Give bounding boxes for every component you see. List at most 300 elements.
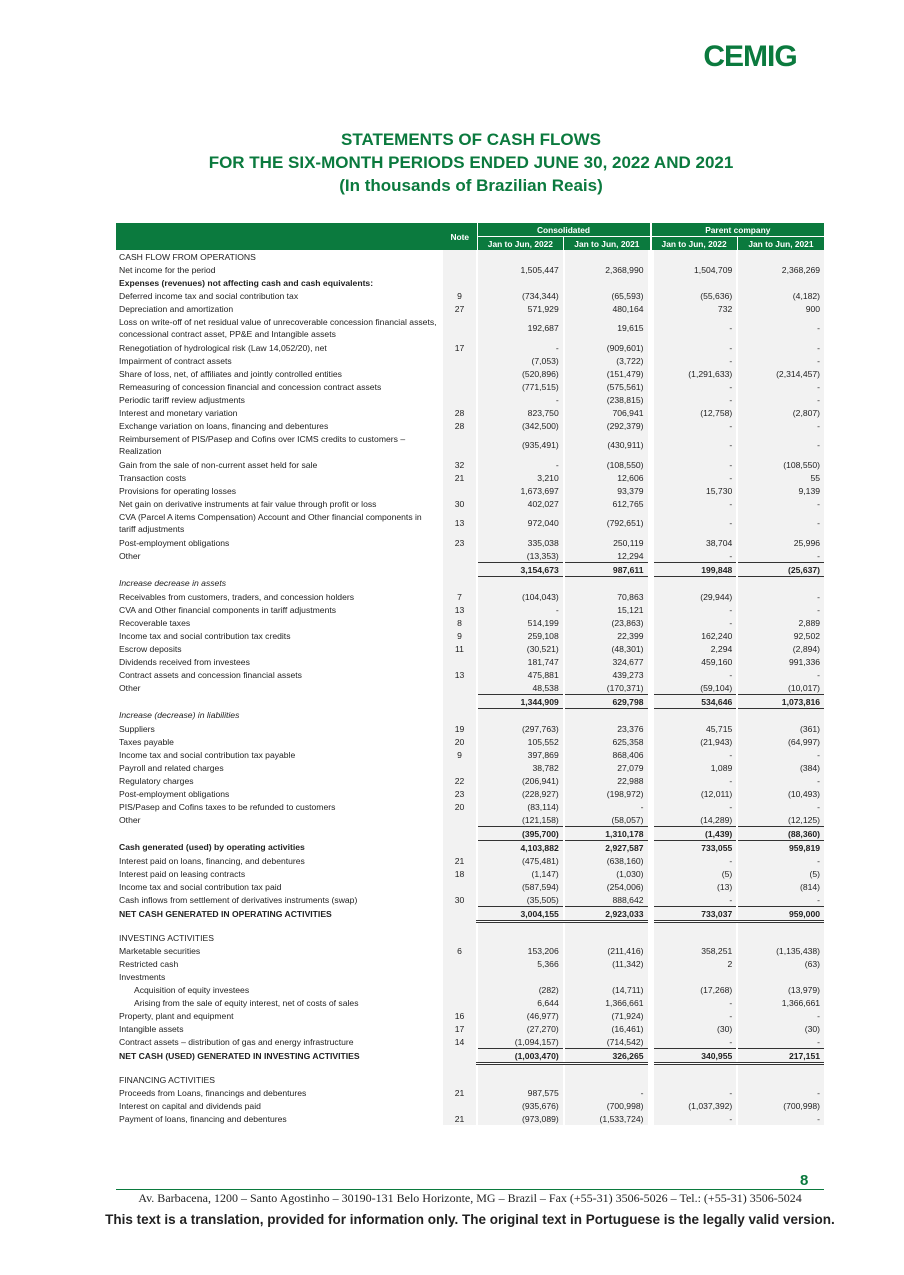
- row-note: 17: [443, 1022, 477, 1035]
- row-value: 12,294: [564, 549, 651, 563]
- table-row: [116, 787, 824, 800]
- table-row: [116, 893, 824, 907]
- row-note: 23: [443, 536, 477, 549]
- table-row: [116, 629, 824, 642]
- row-value: -: [737, 893, 824, 907]
- parent-company-header: Parent company: [651, 223, 825, 237]
- row-label: Remeasuring of concession financial and concession contract assets: [119, 381, 382, 392]
- row-note: 21: [443, 471, 477, 484]
- table-row: [116, 1049, 824, 1064]
- row-value: 22,399: [564, 629, 651, 642]
- row-value: 340,955: [651, 1049, 738, 1064]
- table-row: [116, 944, 824, 957]
- row-value: (700,998): [564, 1099, 651, 1112]
- row-value: (5): [651, 867, 738, 880]
- row-value: [564, 577, 651, 591]
- row-label: Increase (decrease) in liabilities: [119, 710, 240, 721]
- table-row: [116, 367, 824, 380]
- label-header: [116, 223, 443, 250]
- row-value: (587,594): [477, 880, 564, 893]
- row-value: 959,819: [737, 841, 824, 855]
- row-value: 475,881: [477, 668, 564, 681]
- row-value: (973,089): [477, 1112, 564, 1125]
- row-value: -: [651, 419, 738, 432]
- row-value: (64,997): [737, 735, 824, 748]
- row-value: 38,782: [477, 761, 564, 774]
- row-value: (638,160): [564, 854, 651, 867]
- row-value: (2,807): [737, 406, 824, 419]
- row-note: 30: [443, 497, 477, 510]
- row-label: Arising from the sale of equity interest, net of costs of sales: [134, 997, 359, 1008]
- row-note: 14: [443, 1035, 477, 1049]
- row-value: (13): [651, 880, 738, 893]
- row-label: Renegotiation of hydrological risk (Law 14,052/20), net: [119, 342, 327, 353]
- row-value: (198,972): [564, 787, 651, 800]
- period-header: Jan to Jun, 2021: [564, 237, 651, 251]
- row-value: [564, 970, 651, 983]
- row-value: -: [477, 393, 564, 406]
- row-label: Transaction costs: [119, 472, 187, 483]
- row-value: -: [651, 315, 738, 341]
- row-value: -: [651, 510, 738, 536]
- row-note: 20: [443, 735, 477, 748]
- row-value: 1,366,661: [737, 996, 824, 1009]
- row-value: [564, 922, 651, 932]
- row-note: [443, 367, 477, 380]
- row-value: [651, 1073, 738, 1086]
- row-note: [443, 484, 477, 497]
- row-value: [737, 1064, 824, 1074]
- row-value: 991,336: [737, 655, 824, 668]
- row-value: [477, 931, 564, 944]
- row-value: 5,366: [477, 957, 564, 970]
- title-line-1: STATEMENTS OF CASH FLOWS: [340, 130, 602, 149]
- row-label: Other: [119, 814, 141, 825]
- row-value: (58,057): [564, 813, 651, 827]
- row-label: Other: [119, 550, 141, 561]
- row-value: (12,758): [651, 406, 738, 419]
- row-note: 9: [443, 748, 477, 761]
- row-value: 2,294: [651, 642, 738, 655]
- row-value: (935,491): [477, 432, 564, 458]
- row-value: -: [651, 380, 738, 393]
- row-value: (7,053): [477, 354, 564, 367]
- row-note: [443, 681, 477, 695]
- row-label: Interest and monetary variation: [119, 407, 238, 418]
- table-row: [116, 970, 824, 983]
- row-value: 199,848: [651, 563, 738, 577]
- row-value: -: [737, 549, 824, 563]
- row-value: (71,924): [564, 1009, 651, 1022]
- title-line-2: FOR THE SIX-MONTH PERIODS ENDED JUNE 30, 2022 AND 2021: [208, 153, 734, 172]
- row-value: (282): [477, 983, 564, 996]
- row-value: (17,268): [651, 983, 738, 996]
- row-label: Income tax and social contribution tax paid: [119, 881, 282, 892]
- row-value: (2,314,457): [737, 367, 824, 380]
- row-label: Acquisition of equity investees: [134, 984, 250, 995]
- table-row: [116, 354, 824, 367]
- footer-divider: [116, 1189, 824, 1190]
- row-label: Loss on write-off of net residual value of unrecoverable concession financial assets, concessional contract asset, PP&E and Intangible assets: [119, 317, 437, 339]
- row-note: [443, 841, 477, 855]
- row-value: 2: [651, 957, 738, 970]
- table-row: [116, 1099, 824, 1112]
- row-note: [443, 563, 477, 577]
- row-value: -: [477, 341, 564, 354]
- row-value: 6,644: [477, 996, 564, 1009]
- row-value: [651, 250, 738, 263]
- row-value: (1,003,470): [477, 1049, 564, 1064]
- row-value: [651, 276, 738, 289]
- row-value: -: [737, 1112, 824, 1125]
- row-note: [443, 931, 477, 944]
- row-value: 823,750: [477, 406, 564, 419]
- row-note: [443, 827, 477, 841]
- row-value: 15,121: [564, 603, 651, 616]
- table-row: [116, 471, 824, 484]
- row-note: 13: [443, 603, 477, 616]
- row-value: -: [737, 432, 824, 458]
- row-note: [443, 655, 477, 668]
- table-row: [116, 1064, 824, 1074]
- period-header: Jan to Jun, 2022: [477, 237, 564, 251]
- row-note: 20: [443, 800, 477, 813]
- row-note: [443, 813, 477, 827]
- row-value: -: [737, 800, 824, 813]
- row-value: 1,073,816: [737, 695, 824, 709]
- row-label: [116, 922, 443, 932]
- row-label: Post-employment obligations: [119, 537, 230, 548]
- row-value: -: [651, 341, 738, 354]
- row-value: (575,561): [564, 380, 651, 393]
- row-label: Share of loss, net, of affiliates and jointly controlled entities: [119, 368, 342, 379]
- row-label: Receivables from customers, traders, and concession holders: [119, 591, 355, 602]
- row-label: Taxes payable: [119, 736, 174, 747]
- row-value: 22,988: [564, 774, 651, 787]
- row-value: -: [651, 471, 738, 484]
- table-row: [116, 315, 824, 341]
- row-value: (27,270): [477, 1022, 564, 1035]
- row-value: -: [737, 354, 824, 367]
- table-row: [116, 616, 824, 629]
- table-row: [116, 406, 824, 419]
- row-value: 1,089: [651, 761, 738, 774]
- row-label: Post-employment obligations: [119, 788, 230, 799]
- row-note: [443, 380, 477, 393]
- row-value: 987,575: [477, 1086, 564, 1099]
- row-label: Expenses (revenues) not affecting cash and cash equivalents:: [119, 277, 374, 288]
- row-value: [564, 931, 651, 944]
- row-value: -: [737, 854, 824, 867]
- table-row: [116, 497, 824, 510]
- row-value: (935,676): [477, 1099, 564, 1112]
- cash-flow-table: [116, 223, 824, 1125]
- table-row: [116, 536, 824, 549]
- row-value: -: [651, 458, 738, 471]
- row-value: -: [651, 668, 738, 681]
- row-value: 1,344,909: [477, 695, 564, 709]
- row-value: 19,615: [564, 315, 651, 341]
- row-note: [443, 983, 477, 996]
- row-value: 987,611: [564, 563, 651, 577]
- row-value: -: [737, 510, 824, 536]
- row-note: [443, 276, 477, 289]
- row-value: [737, 276, 824, 289]
- row-note: 28: [443, 419, 477, 432]
- row-value: [737, 970, 824, 983]
- row-label: Regulatory charges: [119, 775, 194, 786]
- row-label: INVESTING ACTIVITIES: [119, 932, 215, 943]
- row-value: (14,289): [651, 813, 738, 827]
- row-note: [443, 709, 477, 723]
- row-value: -: [737, 1009, 824, 1022]
- row-value: (13,353): [477, 549, 564, 563]
- row-value: (23,863): [564, 616, 651, 629]
- page-number: 8: [800, 1172, 809, 1189]
- table-row: [116, 867, 824, 880]
- row-value: (2,894): [737, 642, 824, 655]
- table-row: [116, 827, 824, 841]
- row-label: PIS/Pasep and Cofins taxes to be refunded to customers: [119, 801, 336, 812]
- row-value: 1,673,697: [477, 484, 564, 497]
- row-value: -: [737, 497, 824, 510]
- row-value: 571,929: [477, 302, 564, 315]
- row-value: 162,240: [651, 629, 738, 642]
- table-row: [116, 668, 824, 681]
- row-value: (29,944): [651, 590, 738, 603]
- row-value: (25,637): [737, 563, 824, 577]
- row-note: 21: [443, 1112, 477, 1125]
- row-value: (430,911): [564, 432, 651, 458]
- table-row: [116, 642, 824, 655]
- row-value: 2,923,033: [564, 907, 651, 922]
- row-value: (10,017): [737, 681, 824, 695]
- row-label: Provisions for operating losses: [119, 485, 237, 496]
- table-row: [116, 854, 824, 867]
- row-value: (151,479): [564, 367, 651, 380]
- row-value: 55: [737, 471, 824, 484]
- row-label: Restricted cash: [119, 958, 179, 969]
- row-value: [651, 922, 738, 932]
- row-note: [443, 957, 477, 970]
- cemig-logo: [688, 38, 812, 72]
- row-value: -: [737, 1035, 824, 1049]
- row-value: -: [651, 996, 738, 1009]
- row-value: 1,504,709: [651, 263, 738, 276]
- row-value: (714,542): [564, 1035, 651, 1049]
- table-row: [116, 250, 824, 263]
- row-note: [443, 1049, 477, 1064]
- row-label: Proceeds from Loans, financings and debentures: [119, 1087, 307, 1098]
- row-value: 12,606: [564, 471, 651, 484]
- row-note: [443, 1073, 477, 1086]
- row-label: Periodic tariff review adjustments: [119, 394, 245, 405]
- row-value: [737, 931, 824, 944]
- note-header: Note: [443, 223, 477, 250]
- row-label: CASH FLOW FROM OPERATIONS: [119, 251, 256, 262]
- table-row: [116, 590, 824, 603]
- row-note: 9: [443, 289, 477, 302]
- row-value: -: [737, 774, 824, 787]
- row-note: [443, 354, 477, 367]
- row-value: [651, 709, 738, 723]
- row-value: 23,376: [564, 722, 651, 735]
- table-row: [116, 922, 824, 932]
- row-value: [737, 577, 824, 591]
- row-value: (88,360): [737, 827, 824, 841]
- row-value: -: [651, 354, 738, 367]
- row-value: (30,521): [477, 642, 564, 655]
- row-value: 514,199: [477, 616, 564, 629]
- table-row: [116, 289, 824, 302]
- row-value: (342,500): [477, 419, 564, 432]
- row-value: 3,004,155: [477, 907, 564, 922]
- row-value: -: [651, 800, 738, 813]
- row-value: -: [651, 1035, 738, 1049]
- row-note: 8: [443, 616, 477, 629]
- row-note: [443, 432, 477, 458]
- row-value: (700,998): [737, 1099, 824, 1112]
- row-value: (211,416): [564, 944, 651, 957]
- row-note: [443, 695, 477, 709]
- row-value: 534,646: [651, 695, 738, 709]
- row-note: [443, 922, 477, 932]
- row-value: (170,371): [564, 681, 651, 695]
- table-row: [116, 957, 824, 970]
- row-value: 1,366,661: [564, 996, 651, 1009]
- row-value: -: [651, 748, 738, 761]
- row-label: Other: [119, 682, 141, 693]
- row-value: (297,763): [477, 722, 564, 735]
- row-value: (108,550): [737, 458, 824, 471]
- table-row: [116, 774, 824, 787]
- table-row: [116, 1035, 824, 1049]
- row-label: Recoverable taxes: [119, 617, 191, 628]
- row-note: [443, 1064, 477, 1074]
- row-value: 250,119: [564, 536, 651, 549]
- row-value: 402,027: [477, 497, 564, 510]
- row-note: 6: [443, 944, 477, 957]
- period-header: Jan to Jun, 2022: [651, 237, 738, 251]
- row-note: [443, 996, 477, 1009]
- row-value: [477, 970, 564, 983]
- table-row: [116, 484, 824, 497]
- row-label: Intangible assets: [119, 1023, 184, 1034]
- row-value: [477, 250, 564, 263]
- row-label: Exchange variation on loans, financing and debentures: [119, 420, 329, 431]
- row-value: 706,941: [564, 406, 651, 419]
- row-value: -: [651, 549, 738, 563]
- row-label: Investments: [119, 971, 166, 982]
- row-value: (108,550): [564, 458, 651, 471]
- row-value: -: [651, 1112, 738, 1125]
- row-value: [564, 1064, 651, 1074]
- row-label: Payment of loans, financing and debentures: [119, 1113, 287, 1124]
- table-row: [116, 263, 824, 276]
- row-value: 9,139: [737, 484, 824, 497]
- company-address: Av. Barbacena, 1200 – Santo Agostinho – 30190-131 Belo Horizonte, MG – Brazil – Fax (+55-31) 3506-5026 – Tel.: (+55-31) 3506-5024: [138, 1191, 802, 1205]
- row-label: Marketable securities: [119, 945, 201, 956]
- table-row: [116, 380, 824, 393]
- row-value: 93,379: [564, 484, 651, 497]
- row-label: Escrow deposits: [119, 643, 182, 654]
- row-value: (228,927): [477, 787, 564, 800]
- row-value: -: [737, 748, 824, 761]
- row-value: -: [737, 668, 824, 681]
- row-value: -: [737, 590, 824, 603]
- row-value: 38,704: [651, 536, 738, 549]
- table-row: [116, 813, 824, 827]
- row-value: 2,368,269: [737, 263, 824, 276]
- row-value: -: [651, 432, 738, 458]
- row-value: (1,147): [477, 867, 564, 880]
- row-value: (361): [737, 722, 824, 735]
- row-value: [564, 1073, 651, 1086]
- row-value: (238,815): [564, 393, 651, 406]
- row-label: Reimbursement of PIS/Pasep and Cofins over ICMS credits to customers – Realization: [119, 434, 406, 456]
- table-body: [116, 250, 824, 1125]
- table-row: [116, 841, 824, 855]
- table-row: [116, 1112, 824, 1125]
- row-label: NET CASH GENERATED IN OPERATING ACTIVITIES: [119, 909, 332, 919]
- row-label: Gain from the sale of non-current asset held for sale: [119, 459, 318, 470]
- row-value: (1,037,392): [651, 1099, 738, 1112]
- consolidated-header: Consolidated: [477, 223, 651, 237]
- row-label: Dividends received from investees: [119, 656, 250, 667]
- row-note: 19: [443, 722, 477, 735]
- table-row: [116, 761, 824, 774]
- row-value: 900: [737, 302, 824, 315]
- row-value: (59,104): [651, 681, 738, 695]
- row-value: (65,593): [564, 289, 651, 302]
- row-value: 27,079: [564, 761, 651, 774]
- statement-title: [116, 128, 826, 197]
- row-value: (46,977): [477, 1009, 564, 1022]
- row-note: 16: [443, 1009, 477, 1022]
- row-value: (520,896): [477, 367, 564, 380]
- row-value: 1,310,178: [564, 827, 651, 841]
- row-value: (83,114): [477, 800, 564, 813]
- row-value: (1,291,633): [651, 367, 738, 380]
- row-note: 23: [443, 787, 477, 800]
- row-value: 959,000: [737, 907, 824, 922]
- row-value: (1,030): [564, 867, 651, 880]
- row-value: -: [564, 800, 651, 813]
- row-value: -: [737, 1086, 824, 1099]
- table-row: [116, 1086, 824, 1099]
- row-value: (48,301): [564, 642, 651, 655]
- row-note: [443, 250, 477, 263]
- row-value: (1,094,157): [477, 1035, 564, 1049]
- row-note: 21: [443, 1086, 477, 1099]
- row-value: -: [651, 497, 738, 510]
- row-label: Net income for the period: [119, 264, 216, 275]
- table-row: [116, 996, 824, 1009]
- row-value: [564, 709, 651, 723]
- row-value: (104,043): [477, 590, 564, 603]
- table-row: [116, 681, 824, 695]
- row-value: 335,038: [477, 536, 564, 549]
- row-value: 3,154,673: [477, 563, 564, 577]
- row-value: 358,251: [651, 944, 738, 957]
- row-label: Payroll and related charges: [119, 762, 224, 773]
- row-value: 25,996: [737, 536, 824, 549]
- row-value: 192,687: [477, 315, 564, 341]
- table-header-row-1: [116, 223, 824, 237]
- row-value: (35,505): [477, 893, 564, 907]
- row-value: 868,406: [564, 748, 651, 761]
- row-value: -: [651, 603, 738, 616]
